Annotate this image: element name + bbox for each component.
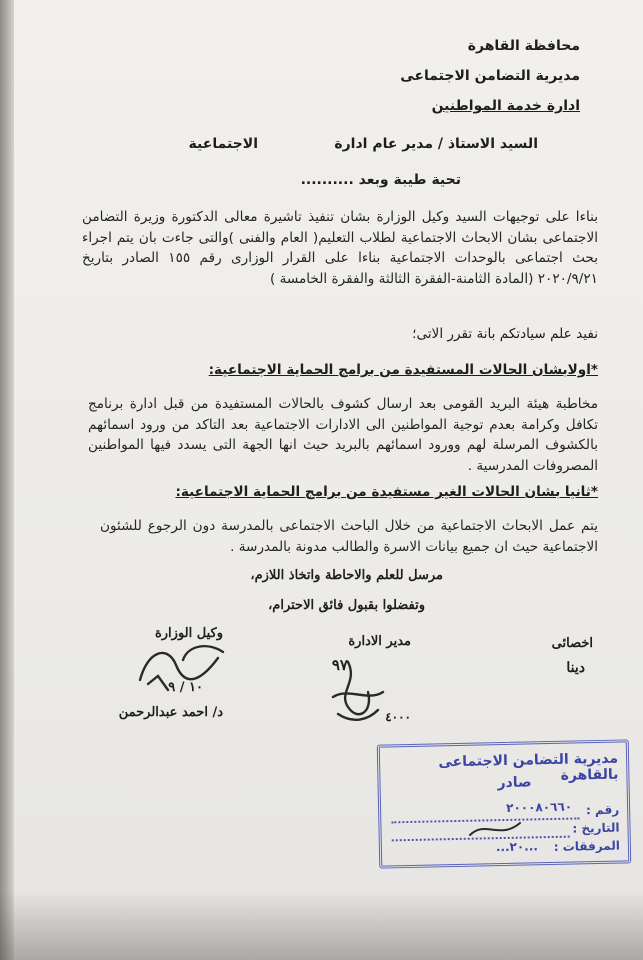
section2-paragraph: يتم عمل الابحاث الاجتماعية من خلال الباحث الاجتماعى بالمدرسة دون الرجوع للشئون الاجتماعية حيث ان جميع بيانات الاسرة والطالب مدونة بالمدرسة . (100, 518, 598, 555)
director-code: ٤٠٠٠ (385, 710, 411, 724)
section2-title: *ثانيا بشان الحالات الغير مستفيدة من برامج الحماية الاجتماعية: (175, 484, 598, 500)
stamp-number-label: رقم : (585, 802, 620, 818)
director-title: مدير الادارة (348, 634, 411, 649)
addressee-title: السيد الاستاذ / مدير عام ادارة (334, 136, 538, 152)
stamp-attachments-label: المرفقات : (553, 838, 621, 854)
section1-title: *اولابشان الحالات المستفيدة من برامج الحماية الاجتماعية: (208, 362, 598, 378)
section1-paragraph: مخاطبة هيئة البريد القومى بعد ارسال كشوف بالحالات المستفيدة من قبل ادارة برنامج تكافل وكرامة بعدم توجية المواطنين الى الادارات الاجتماعية بعد التاكد من ورود اسمائهم بالكشوف المرسلة لهم وورود اسمائهم بالبريد حيث انها الجهة التى يسدد فيها المواطنين المصروفات المدرسية . (88, 396, 598, 474)
bottom-shadow (0, 890, 643, 960)
inform-line: نفيد علم سيادتكم بانة تقرر الاتى؛ (412, 326, 598, 342)
addressee-suffix: الاجتماعية (188, 136, 258, 152)
stamp-subtitle: صادر (497, 774, 532, 792)
stamp-date-label: التاريخ : (572, 820, 620, 836)
page-edge-shadow (0, 0, 14, 960)
department-line: ادارة خدمة المواطنين (431, 98, 580, 114)
specialist-title: اخصائى (551, 636, 593, 651)
intro-paragraph: بناءا على توجيهات السيد وكيل الوزارة بشان تنفيذ تاشيرة معالى الدكتورة وزيرة التضامن الاجتماعى بشان الابحاث الاجتماعية لطلاب التعليم( العام والفنى )والتى جاءت بان يتم اجراء بحث اجتماعى بالوحدات الاجتماعية بناءا على القرار الوزارى رقم ١٥٥ الصادر بتاريخ ٢٠٢٠/٩/٢١ (المادة الثامنة-الفقرة الثالثة والفقرة الخامسة ) (82, 209, 598, 287)
stamp-attachments-value: ...٢٠... (495, 839, 539, 855)
closing-line-1: مرسل للعلم والاحاطة واتخاذ اللازم، (250, 568, 443, 583)
directorate-line: مديرية التضامن الاجتماعى (400, 68, 580, 84)
specialist-name: دينا (566, 660, 585, 676)
greeting: تحية طيبة وبعد .......... (300, 172, 461, 188)
closing-line-2: وتفضلوا بقبول فائق الاحترام، (268, 598, 425, 613)
undersecretary-title: وكيل الوزارة (154, 626, 223, 641)
outgoing-stamp (377, 739, 632, 868)
stamp-pen-mark-icon (465, 815, 525, 845)
governorate-line: محافظة القاهرة (467, 38, 580, 54)
stamp-title: مديرية التضامن الاجتماعى بالقاهرة (438, 750, 619, 784)
stamp-number-value: ٢٠٠٠٨٠٦٦٠ (506, 799, 573, 815)
undersecretary-name: د/ احمد عبدالرحمن (118, 705, 223, 720)
director-mark: ٩٧ (331, 656, 348, 674)
undersecretary-mark: ١٠ / ٩ (168, 680, 203, 695)
